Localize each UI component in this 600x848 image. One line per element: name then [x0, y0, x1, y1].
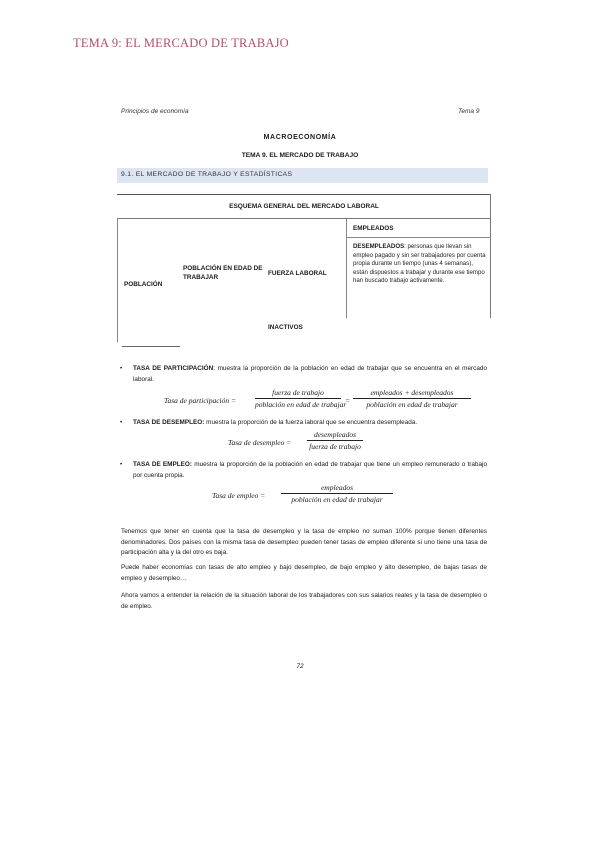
formula-participacion-fraction-1: [255, 388, 347, 409]
bullet-text: muestra la proporción de la fuerza laboral que se encuentra desempleada.: [204, 419, 418, 426]
paragraph: Ahora vamos a entender la relación de la situación laboral de los trabajadores con sus salarios reales y la tasa de desempleo o de empleo.: [121, 592, 487, 610]
scheme-header-rule: [117, 218, 491, 219]
bullet-tasa-empleo: [121, 460, 487, 481]
bullet-term: TASA DE PARTICIPACIÓN: [133, 365, 214, 372]
formula-empleo-fraction: [281, 483, 393, 504]
fraction-denominator: población en edad de trabajar: [291, 495, 383, 504]
formula-desempleo-lhs: Tasa de desempleo =: [228, 438, 292, 447]
fraction-numerator: fuerza de trabajo: [255, 388, 341, 399]
scheme-right-rule: [490, 194, 491, 318]
separator-line: [122, 346, 180, 347]
formula-participacion-lhs: Tasa de participación =: [164, 396, 237, 405]
section-heading: 9.1. EL MERCADO DE TRABAJO Y ESTADÍSTICAS: [117, 168, 488, 183]
fraction-denominator: población en edad de trabajar: [255, 400, 347, 409]
scheme-left-rule: [117, 218, 118, 342]
scheme-divider: [346, 218, 347, 318]
running-header-right: Tema 9: [458, 108, 480, 115]
paragraph: Puede haber economías con tasas de alto empleo y bajo desempleo, de bajo empleo y alto desempleo, de bajas tasas de empleo y desempleo…: [121, 564, 487, 582]
bullet-text: : muestra la proporción de la población en edad de trabajar que se encuentra en el mercado laboral.: [133, 365, 487, 383]
bullet-term: TASA DE DESEMPLEO:: [133, 419, 205, 426]
fraction-numerator: desempleados: [307, 430, 363, 441]
fraction-numerator: empleados: [281, 483, 393, 494]
desempleados-term: DESEMPLEADOS: [353, 243, 405, 250]
page-banner: TEMA 9: EL MERCADO DE TRABAJO: [73, 36, 289, 50]
formula-desempleo-fraction: [307, 430, 363, 451]
bullet-tasa-participacion: [121, 364, 487, 385]
bullet-term: TASA DE EMPLEO:: [133, 461, 193, 468]
document-title: MACROECONOMÍA: [263, 134, 337, 141]
page-number: 72: [296, 663, 304, 670]
scheme-desempleados: [353, 243, 487, 286]
scheme-poblacion: POBLACIÓN: [124, 281, 163, 288]
scheme-empleados-rule: [346, 237, 491, 238]
scheme-empleados: EMPLEADOS: [353, 225, 394, 232]
document-subtitle: TEMA 9. EL MERCADO DE TRABAJO: [241, 152, 359, 159]
labor-market-scheme: [117, 194, 491, 342]
formula-participacion-equals: =: [345, 396, 351, 405]
formula-empleo-lhs: Tasa de empleo =: [212, 491, 266, 500]
fraction-denominator: población en edad de trabajar: [366, 400, 458, 409]
scheme-poblacion-edad-trabajar: POBLACIÓN EN EDAD DE TRABAJAR: [183, 265, 263, 281]
formula-participacion-fraction-2: [353, 388, 471, 409]
scheme-top-rule: [117, 194, 491, 195]
running-header-left: Principios de economía: [121, 108, 189, 115]
paragraph: Tenemos que tener en cuenta que la tasa de desempleo y la tasa de empleo no suman 100% porque tienen diferentes denominadores. Dos países con la misma tasa de desempleo pueden tener tasas de empleo diferente si uno tiene una tasa de participación alta y la del otro es baja.: [121, 528, 487, 556]
desempleados-definition: : personas que llevan sin empleo pagado y sin ser trabajadores por cuenta propia durante un tiempo (unas 4 semanas), están dispuestos a trabajar y durante ese tiempo han buscado trabajo activamente.: [353, 243, 486, 285]
scheme-heading: ESQUEMA GENERAL DEL MERCADO LABORAL: [229, 203, 379, 210]
scheme-inactivos: INACTIVOS: [268, 324, 303, 331]
bullet-tasa-desempleo: [121, 418, 487, 429]
fraction-denominator: fuerza de trabajo: [309, 442, 361, 451]
bullet-text: muestra la proporción de la población en edad de trabajar que tiene un empleo remunerado o trabajo por cuenta propia.: [133, 461, 487, 479]
scheme-fuerza-laboral: FUERZA LABORAL: [268, 270, 327, 277]
fraction-numerator: empleados + desempleados: [353, 388, 471, 399]
